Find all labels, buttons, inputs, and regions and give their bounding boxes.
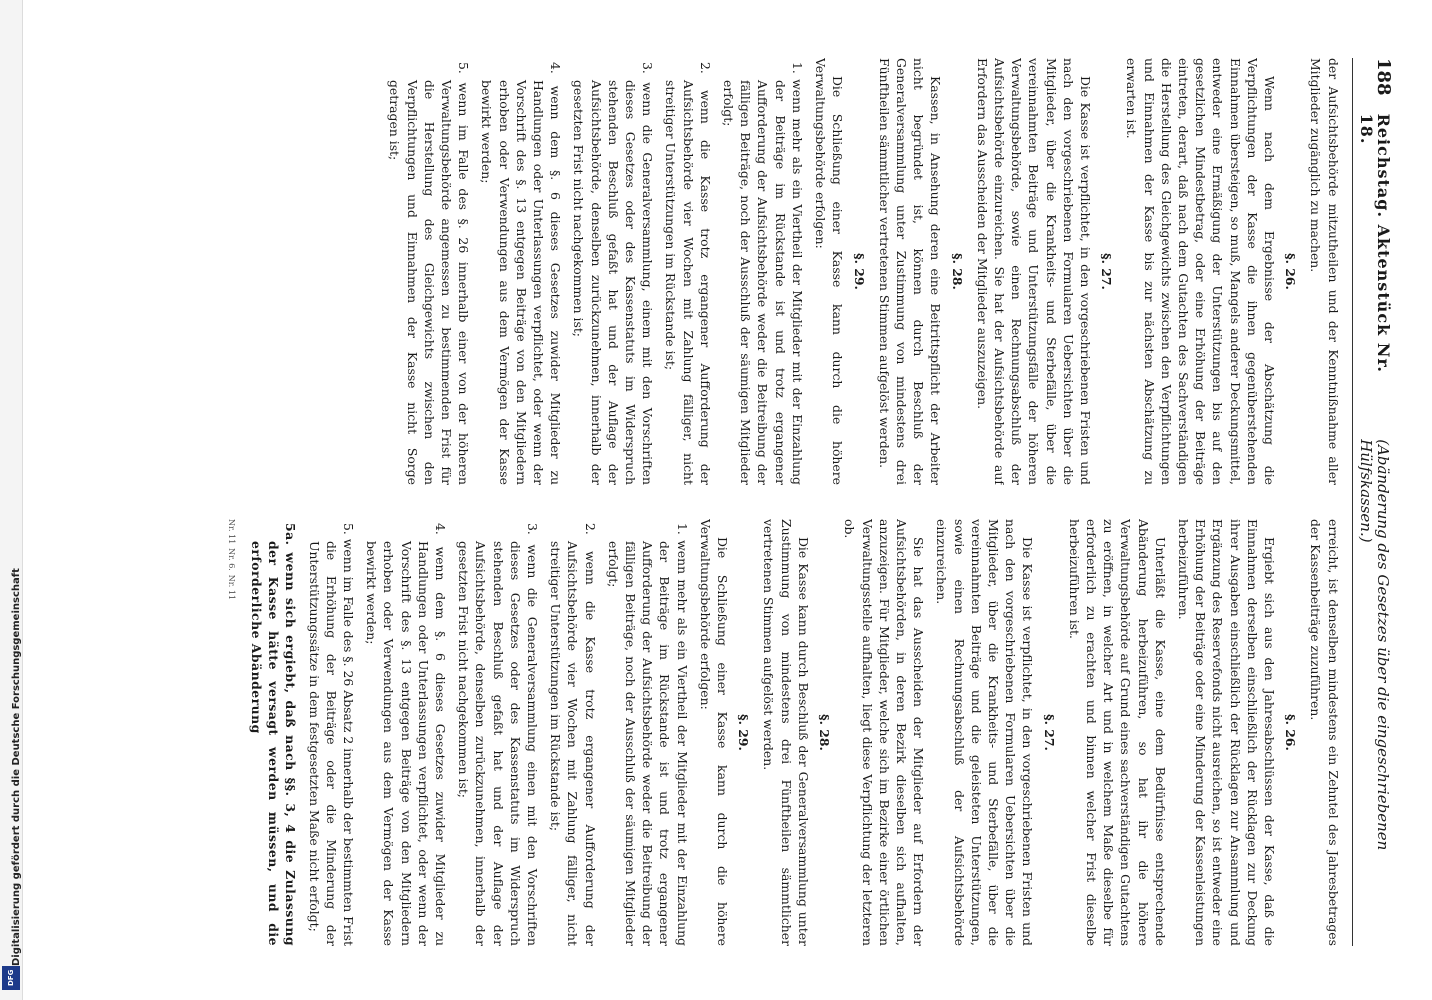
list-item: 5. wenn im Falle des §. 26 innerhalb einer von der höheren Verwaltungsbehörde angemessen zu bestimmenden Frist für die Herstellung des Gleichgewichts zwischen den Verpflichtungen und Einnahmen der Kasse nicht Sorge getragen ist; [387, 62, 472, 485]
section-heading: §. 26. [1283, 714, 1299, 751]
list-item: 2. wenn die Kasse trotz ergangener Aufforderung der Aufsichtsbehörde vier Wochen mit Zahlung fälliger, nicht streitiger Unterstützungen im Rückstande ist; [548, 523, 598, 946]
left-column [52, 58, 1342, 485]
list-item: 5a. wenn sich ergiebt, daß nach §§. 3, 4 die Zulassung der Kasse hätte versagt werden müssen, und die erforderliche Abänderung [249, 523, 299, 946]
page-header [1352, 58, 1392, 946]
list-item: 3. wenn die Generalversammlung, einem mit den Vorschriften dieses Gesetzes oder des Kassenstatuts im Widerspruch stehenden Beschluß gefaßt hat und der Auflage der Aufsichtsbehörde, denselben zurückzunehmen, innerhalb der gesetzten Frist nicht nachgekommen ist; [571, 62, 656, 485]
list-item: 2. wenn die Kasse trotz ergangener Aufforderung der Aufsichtsbehörde vier Wochen mit Zahlung fälliger, nicht streitiger Unterstützungen im Rückstande ist; [663, 62, 713, 485]
paragraph: Wenn nach dem Ergebnisse der Abschätzung die Verpflichtungen der Kasse die ihnen gegenüberstehenden Einnahmen übersteigen, so muß, Mangels anderer Deckungsmittel, entweder eine Ermäßigung der Unterstützungen bis auf den gesetzlichen Mindestbetrag, oder eine Erhöhung der Beiträge eintreten, derart, daß nach dem Gutachten des Sachverständigen die Herstellung des Gleichgewichts zwischen den Verpflichtungen und Einnahmen der Kasse bis zur nächsten Abschätzung zu erwarten ist. [1124, 58, 1277, 485]
paragraph: Unterläßt die Kasse, eine dem Bedürfnisse entsprechende Abänderung herbeizuführen, so hat ihr die höhere Verwaltungsbehörde auf Grund eines sachverständigen Gutachtens zu eröffnen, in welcher Art und in welchem Maße dieselbe für erforderlich zu erachten und binnen welcher Frist dieselbe herbeizuführen ist. [1066, 519, 1168, 946]
margin-note: Nr. 11 [226, 574, 236, 601]
margin-note: Nr. 11 [226, 519, 236, 545]
margin-notes [223, 519, 242, 946]
section-heading: §. 29. [851, 253, 867, 290]
two-column-body [52, 58, 1342, 946]
section-heading: §. 29. [736, 714, 752, 751]
list-item: 4. wenn dem §. 6 dieses Gesetzes zuwider Mitglieder zu Handlungen oder Unterlassungen verpflichtet, oder wenn der Vorschrift des §. 13 entgegen Beiträge von den Mitgliedern erhoben oder Verwendungen aus dem Vermögen der Kasse bewirkt werden; [479, 62, 564, 485]
paragraph: erreicht, ist denselben mindestens ein Zehntel des Jahresbetrages der Kassenbeiträge zuzuführen. [1308, 519, 1341, 946]
list-item: 1. wenn mehr als ein Viertheil der Mitglieder mit der Einzahlung der Beiträge im Rückstande ist und trotz ergangener Aufforderung der Aufsichtsbehörde weder die Beitreibung der fälligen Beiträge, noch der Ausschluß der säumigen Mitglieder erfolgt; [721, 62, 805, 485]
paragraph: Die Kasse ist verpflichtet, in den vorgeschriebenen Fristen und nach den vorgeschriebenen Formularen Uebersichten über die Mitglieder, über die Krankheits- und Sterbefälle, über die vereinnahmten Beiträge und Unterstützungsfälle der höheren Verwaltungsbehörde, sowie einen Rechnungsabschluß der Aufsichtsbehörde einzureichen. Sie hat der Aufsichtsbehörde auf Erfordern das Ausscheiden der Mitglieder auszuzeigen. [974, 58, 1093, 485]
section-heading: §. 27. [1099, 253, 1115, 290]
paragraph: Kassen, in Ansehung deren eine Beitrittspflicht der Arbeiter nicht begründet ist, können durch Beschluß der Generalversammlung unter Zustimmung von mindestens drei Fünftheilen sämmtlicher vertretenen Stimmen aufgelöst werden. [876, 58, 944, 485]
right-column [52, 519, 1342, 946]
dfg-logo-icon: DFG [2, 966, 20, 990]
list-item: 3. wenn die Generalversammlung einen mit den Vorschriften dieses Gesetzes oder des Kassenstatuts im Widerspruch stehenden Beschluß gefaßt hat und der Auflage der Aufsichtsbehörde, denselben zurückzunehmen, innerhalb der gesetzten Frist nicht nachgekommen ist; [456, 523, 541, 946]
section-heading: §. 28. [817, 714, 833, 751]
section-heading: §. 27. [1041, 714, 1057, 751]
funding-note: Digitalisierung gefördert durch die Deutsche Forschungsgemeinschaft [11, 568, 22, 966]
list-item: 1. wenn mehr als ein Viertheil der Mitglieder mit der Einzahlung der Beiträge im Rückstande ist und trotz ergangener Aufforderung der Aufsichtsbehörde weder die Beitreibung der fälligen Beiträge, noch der Ausschluß der säumigen Mitglieder erfolgt; [605, 523, 690, 946]
page-number: 188 [1373, 58, 1394, 96]
paragraph: Die Schließung einer Kasse kann durch die höhere Verwaltungsbehörde erfolgen: [697, 519, 731, 946]
section-heading: §. 26. [1283, 253, 1299, 290]
page-title: Reichstag. Aktenstück Nr. 18. [1356, 113, 1393, 373]
paragraph: Sie hat das Ausscheiden der Mitglieder auf Erfordern der Aufsichtsbehörden, in deren Bezirk dieselben sich aufhalten, anzuzeigen. Für Mitglieder, welche sich im Bezirke einer örtlichen Verwaltungsstelle aufhalten, liegt diese Verpflichtung der letzteren ob. [842, 519, 927, 946]
paragraph: Die Kasse ist verpflichtet, in den vorgeschriebenen Fristen und nach den vorgeschriebenen Formularen Uebersichten über die Mitglieder, über die Krankheits- und Sterbefälle, über die vereinnahmten Beiträge und die geleisteten Unterstützungen, sowie einen Rechnungsabschluß der Aufsichtsbehörde einzureichen. [934, 519, 1036, 946]
margin-note: Nr. 6. [226, 548, 236, 571]
page-subtitle: (Abänderung des Gesetzes über die eingeschriebenen Hülfskassen.) [1356, 439, 1392, 851]
paragraph: Ergiebt sich aus den Jahresabschlüssen der Kasse, daß die Einnahmen derselben einschließlich der Rücklagen zur Deckung ihrer Ausgaben einschließlich der Rücklagen zur Ansammlung und Ergänzung des Reservefonds nicht ausreichen, so ist entweder eine Erhöhung der Beiträge oder eine Minderung der Kassenleistungen herbeizuführen. [1175, 519, 1277, 946]
paragraph: Die Schließung einer Kasse kann durch die höhere Verwaltungsbehörde erfolgen: [813, 58, 846, 485]
paragraph: Die Kasse kann durch Beschluß der Generalversammlung unter Zustimmung von mindestens drei Fünftheilen sämmtlicher vertretenen Stimmen aufgelöst werden. [761, 519, 811, 946]
paragraph: der Aufsichtsbehörde mitzutheilen und der Kenntnißnahme aller Mitglieder zugänglich zu machen. [1308, 58, 1341, 485]
list-item: 4. wenn dem §. 6 dieses Gesetzes zuwider Mitglieder zu Handlungen oder Unterlassungen verpflichtet, oder wenn der Vorschrift des §. 13 entgegen Beiträge von den Mitgliedern erhoben oder Verwendungen aus dem Vermögen der Kasse bewirkt werden; [364, 523, 449, 946]
scanned-page [25, 22, 1420, 982]
section-heading: §. 28. [949, 253, 965, 290]
digitization-strip [0, 0, 23, 1000]
list-item: 5. wenn im Falle des §. 26 Absatz 2 innerhalb der bestimmten Frist die Erhöhung der Beiträge oder die Minderung der Unterstützungssätze in dem festgesetzten Maße nicht erfolgt; [306, 523, 357, 946]
